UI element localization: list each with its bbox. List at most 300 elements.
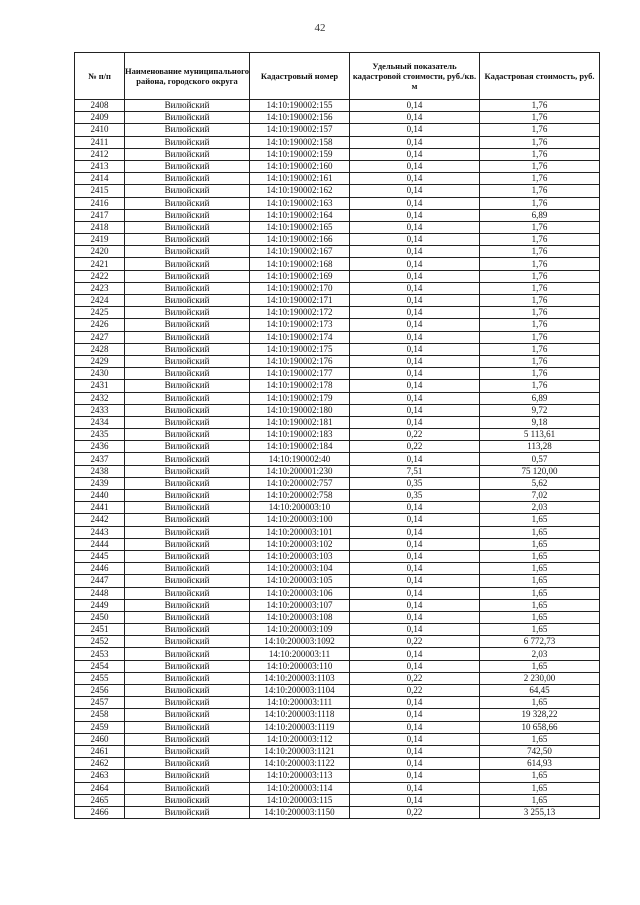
- cell-cadastral-number: 14:10:190002:184: [250, 441, 350, 453]
- cell-unit-value: 0,14: [350, 112, 480, 124]
- header-row-number: № п/п: [75, 53, 125, 100]
- table-row: [75, 209, 600, 221]
- cell-unit-value: 0,14: [350, 392, 480, 404]
- cell-unit-value: 0,14: [350, 624, 480, 636]
- cell-cadastral-value: 1,76: [480, 355, 600, 367]
- cell-cadastral-number: 14:10:190002:159: [250, 148, 350, 160]
- cell-district: Вилюйский: [125, 441, 250, 453]
- cell-cadastral-value: 6,89: [480, 209, 600, 221]
- table-row: [75, 490, 600, 502]
- cell-unit-value: 0,14: [350, 136, 480, 148]
- header-cadastral-number: Кадастровый номер: [250, 53, 350, 100]
- table-row: [75, 100, 600, 112]
- table-row: [75, 331, 600, 343]
- cell-unit-value: 0,14: [350, 258, 480, 270]
- cell-cadastral-value: 10 658,66: [480, 721, 600, 733]
- cell-cadastral-number: 14:10:200003:104: [250, 563, 350, 575]
- table-row: [75, 148, 600, 160]
- cell-unit-value: 0,14: [350, 550, 480, 562]
- cell-cadastral-number: 14:10:190002:158: [250, 136, 350, 148]
- cell-unit-value: 0,14: [350, 234, 480, 246]
- cell-row-number: 2447: [75, 575, 125, 587]
- table-row: [75, 136, 600, 148]
- cell-district: Вилюйский: [125, 721, 250, 733]
- cell-cadastral-value: 1,76: [480, 246, 600, 258]
- cell-cadastral-number: 14:10:200003:107: [250, 599, 350, 611]
- table-row: [75, 794, 600, 806]
- cell-cadastral-value: 3 255,13: [480, 806, 600, 818]
- table-row: [75, 636, 600, 648]
- cell-cadastral-value: 1,65: [480, 599, 600, 611]
- cell-cadastral-number: 14:10:190002:168: [250, 258, 350, 270]
- cell-row-number: 2448: [75, 587, 125, 599]
- cell-unit-value: 0,14: [350, 270, 480, 282]
- cell-row-number: 2439: [75, 477, 125, 489]
- cell-cadastral-value: 1,76: [480, 136, 600, 148]
- cell-district: Вилюйский: [125, 295, 250, 307]
- cell-cadastral-number: 14:10:190002:181: [250, 416, 350, 428]
- cell-row-number: 2423: [75, 282, 125, 294]
- table-row: [75, 624, 600, 636]
- cell-district: Вилюйский: [125, 331, 250, 343]
- cell-cadastral-number: 14:10:200003:111: [250, 697, 350, 709]
- cell-district: Вилюйский: [125, 538, 250, 550]
- cell-district: Вилюйский: [125, 465, 250, 477]
- cell-cadastral-value: 1,76: [480, 368, 600, 380]
- cell-cadastral-value: 2,03: [480, 648, 600, 660]
- cell-cadastral-number: 14:10:190002:177: [250, 368, 350, 380]
- cell-cadastral-number: 14:10:200003:112: [250, 733, 350, 745]
- cell-unit-value: 0,14: [350, 563, 480, 575]
- cell-district: Вилюйский: [125, 794, 250, 806]
- cell-row-number: 2426: [75, 319, 125, 331]
- cell-cadastral-number: 14:10:200003:1104: [250, 685, 350, 697]
- table-row: [75, 441, 600, 453]
- cell-cadastral-value: 5,62: [480, 477, 600, 489]
- cell-cadastral-number: 14:10:200003:10: [250, 502, 350, 514]
- cell-cadastral-number: 14:10:200003:11: [250, 648, 350, 660]
- cell-unit-value: 0,14: [350, 575, 480, 587]
- cell-unit-value: 0,14: [350, 307, 480, 319]
- table-row: [75, 112, 600, 124]
- table-row: [75, 538, 600, 550]
- cell-row-number: 2462: [75, 758, 125, 770]
- cell-cadastral-number: 14:10:190002:164: [250, 209, 350, 221]
- cell-cadastral-value: 1,76: [480, 282, 600, 294]
- cell-row-number: 2418: [75, 221, 125, 233]
- cell-cadastral-value: 1,76: [480, 380, 600, 392]
- cell-district: Вилюйский: [125, 453, 250, 465]
- cell-cadastral-number: 14:10:200003:101: [250, 526, 350, 538]
- cell-unit-value: 0,14: [350, 173, 480, 185]
- table-row: [75, 197, 600, 209]
- table-row: [75, 416, 600, 428]
- cell-cadastral-number: 14:10:190002:173: [250, 319, 350, 331]
- cell-unit-value: 0,14: [350, 416, 480, 428]
- table-header-row: [75, 53, 600, 100]
- cell-cadastral-number: 14:10:190002:162: [250, 185, 350, 197]
- table-row: [75, 709, 600, 721]
- table-row: [75, 258, 600, 270]
- cell-row-number: 2420: [75, 246, 125, 258]
- table-row: [75, 124, 600, 136]
- table-row: [75, 770, 600, 782]
- table-row: [75, 697, 600, 709]
- cell-cadastral-number: 14:10:190002:175: [250, 343, 350, 355]
- cell-district: Вилюйский: [125, 429, 250, 441]
- cell-unit-value: 0,22: [350, 685, 480, 697]
- cell-row-number: 2413: [75, 160, 125, 172]
- table-row: [75, 660, 600, 672]
- cell-cadastral-number: 14:10:200003:1118: [250, 709, 350, 721]
- cell-district: Вилюйский: [125, 136, 250, 148]
- cell-district: Вилюйский: [125, 502, 250, 514]
- cell-district: Вилюйский: [125, 319, 250, 331]
- cell-cadastral-number: 14:10:200003:103: [250, 550, 350, 562]
- cell-cadastral-number: 14:10:190002:161: [250, 173, 350, 185]
- cell-cadastral-value: 1,65: [480, 733, 600, 745]
- cell-district: Вилюйский: [125, 624, 250, 636]
- cell-district: Вилюйский: [125, 745, 250, 757]
- cell-district: Вилюйский: [125, 112, 250, 124]
- cell-row-number: 2408: [75, 100, 125, 112]
- cell-row-number: 2441: [75, 502, 125, 514]
- cell-district: Вилюйский: [125, 806, 250, 818]
- cell-row-number: 2443: [75, 526, 125, 538]
- cell-cadastral-value: 1,65: [480, 575, 600, 587]
- cell-row-number: 2412: [75, 148, 125, 160]
- cell-row-number: 2425: [75, 307, 125, 319]
- table-row: [75, 295, 600, 307]
- cell-cadastral-value: 1,65: [480, 770, 600, 782]
- cell-cadastral-value: 1,76: [480, 307, 600, 319]
- cell-cadastral-number: 14:10:200003:1122: [250, 758, 350, 770]
- cell-unit-value: 0,14: [350, 221, 480, 233]
- cell-district: Вилюйский: [125, 685, 250, 697]
- cell-row-number: 2460: [75, 733, 125, 745]
- cell-row-number: 2450: [75, 611, 125, 623]
- cell-cadastral-number: 14:10:200003:105: [250, 575, 350, 587]
- cell-row-number: 2445: [75, 550, 125, 562]
- cell-unit-value: 7,51: [350, 465, 480, 477]
- table-row: [75, 270, 600, 282]
- cell-row-number: 2431: [75, 380, 125, 392]
- cell-district: Вилюйский: [125, 209, 250, 221]
- cell-cadastral-number: 14:10:190002:163: [250, 197, 350, 209]
- cell-row-number: 2442: [75, 514, 125, 526]
- cell-cadastral-value: 1,76: [480, 331, 600, 343]
- cell-cadastral-value: 19 328,22: [480, 709, 600, 721]
- cell-district: Вилюйский: [125, 672, 250, 684]
- page-number: 42: [314, 22, 326, 34]
- cell-row-number: 2454: [75, 660, 125, 672]
- table-header: [75, 53, 600, 100]
- cell-row-number: 2436: [75, 441, 125, 453]
- cell-cadastral-value: 1,76: [480, 343, 600, 355]
- cell-district: Вилюйский: [125, 246, 250, 258]
- cell-row-number: 2458: [75, 709, 125, 721]
- cell-unit-value: 0,14: [350, 319, 480, 331]
- table-row: [75, 160, 600, 172]
- table-row: [75, 648, 600, 660]
- cell-row-number: 2427: [75, 331, 125, 343]
- cell-district: Вилюйский: [125, 368, 250, 380]
- header-district: Наименование муниципального района, городского округа: [125, 53, 250, 100]
- cell-district: Вилюйский: [125, 697, 250, 709]
- cell-district: Вилюйский: [125, 197, 250, 209]
- cell-cadastral-number: 14:10:200003:106: [250, 587, 350, 599]
- cell-row-number: 2432: [75, 392, 125, 404]
- header-cadastral-value: Кадастровая стоимость, руб.: [480, 53, 600, 100]
- table-body: [75, 100, 600, 819]
- cell-row-number: 2433: [75, 404, 125, 416]
- cell-unit-value: 0,14: [350, 514, 480, 526]
- cell-row-number: 2456: [75, 685, 125, 697]
- cell-unit-value: 0,14: [350, 782, 480, 794]
- cell-row-number: 2455: [75, 672, 125, 684]
- table-row: [75, 782, 600, 794]
- cell-cadastral-value: 1,65: [480, 782, 600, 794]
- table-row: [75, 599, 600, 611]
- cell-cadastral-value: 1,65: [480, 526, 600, 538]
- cell-cadastral-number: 14:10:200003:113: [250, 770, 350, 782]
- cell-unit-value: 0,14: [350, 368, 480, 380]
- cell-cadastral-value: 1,65: [480, 563, 600, 575]
- cell-unit-value: 0,35: [350, 477, 480, 489]
- cell-cadastral-number: 14:10:190002:174: [250, 331, 350, 343]
- cell-row-number: 2411: [75, 136, 125, 148]
- cell-row-number: 2428: [75, 343, 125, 355]
- cell-district: Вилюйский: [125, 307, 250, 319]
- cell-cadastral-number: 14:10:200003:102: [250, 538, 350, 550]
- cell-cadastral-number: 14:10:200003:109: [250, 624, 350, 636]
- cell-row-number: 2452: [75, 636, 125, 648]
- table-row: [75, 672, 600, 684]
- cell-cadastral-value: 1,65: [480, 538, 600, 550]
- cell-cadastral-number: 14:10:200002:758: [250, 490, 350, 502]
- cell-row-number: 2414: [75, 173, 125, 185]
- cell-cadastral-value: 2,03: [480, 502, 600, 514]
- cell-row-number: 2430: [75, 368, 125, 380]
- cell-row-number: 2457: [75, 697, 125, 709]
- cell-district: Вилюйский: [125, 636, 250, 648]
- cell-cadastral-value: 1,76: [480, 258, 600, 270]
- cell-unit-value: 0,14: [350, 331, 480, 343]
- cell-district: Вилюйский: [125, 404, 250, 416]
- table-row: [75, 380, 600, 392]
- table-row: [75, 806, 600, 818]
- cell-unit-value: 0,14: [350, 160, 480, 172]
- cell-unit-value: 0,14: [350, 721, 480, 733]
- cell-unit-value: 0,14: [350, 282, 480, 294]
- cell-row-number: 2434: [75, 416, 125, 428]
- cell-unit-value: 0,14: [350, 526, 480, 538]
- cell-row-number: 2451: [75, 624, 125, 636]
- cell-row-number: 2435: [75, 429, 125, 441]
- cell-row-number: 2444: [75, 538, 125, 550]
- cell-cadastral-value: 1,76: [480, 112, 600, 124]
- cell-row-number: 2416: [75, 197, 125, 209]
- cell-cadastral-number: 14:10:200003:115: [250, 794, 350, 806]
- table-row: [75, 611, 600, 623]
- cell-row-number: 2453: [75, 648, 125, 660]
- cell-cadastral-number: 14:10:190002:40: [250, 453, 350, 465]
- cell-unit-value: 0,14: [350, 380, 480, 392]
- cell-district: Вилюйский: [125, 148, 250, 160]
- cell-unit-value: 0,14: [350, 697, 480, 709]
- cell-unit-value: 0,14: [350, 794, 480, 806]
- cell-row-number: 2440: [75, 490, 125, 502]
- cell-cadastral-value: 7,02: [480, 490, 600, 502]
- cell-unit-value: 0,14: [350, 100, 480, 112]
- cell-cadastral-value: 1,76: [480, 173, 600, 185]
- cell-district: Вилюйский: [125, 282, 250, 294]
- cell-cadastral-value: 1,65: [480, 624, 600, 636]
- cell-unit-value: 0,22: [350, 636, 480, 648]
- cell-row-number: 2438: [75, 465, 125, 477]
- cell-unit-value: 0,14: [350, 733, 480, 745]
- cell-district: Вилюйский: [125, 234, 250, 246]
- cell-unit-value: 0,14: [350, 745, 480, 757]
- table-row: [75, 733, 600, 745]
- cell-cadastral-number: 14:10:190002:156: [250, 112, 350, 124]
- cell-district: Вилюйский: [125, 611, 250, 623]
- cell-district: Вилюйский: [125, 477, 250, 489]
- cell-unit-value: 0,14: [350, 246, 480, 258]
- table-row: [75, 307, 600, 319]
- table-row: [75, 685, 600, 697]
- cell-cadastral-number: 14:10:200002:757: [250, 477, 350, 489]
- cell-district: Вилюйский: [125, 660, 250, 672]
- table-row: [75, 234, 600, 246]
- table-row: [75, 721, 600, 733]
- cell-cadastral-number: 14:10:200003:108: [250, 611, 350, 623]
- cell-district: Вилюйский: [125, 221, 250, 233]
- cell-cadastral-value: 1,76: [480, 148, 600, 160]
- cell-cadastral-number: 14:10:200003:1119: [250, 721, 350, 733]
- cell-cadastral-number: 14:10:190002:178: [250, 380, 350, 392]
- cell-cadastral-value: 1,65: [480, 660, 600, 672]
- cell-unit-value: 0,14: [350, 770, 480, 782]
- cell-unit-value: 0,14: [350, 758, 480, 770]
- cell-district: Вилюйский: [125, 355, 250, 367]
- cell-district: Вилюйский: [125, 575, 250, 587]
- cell-unit-value: 0,14: [350, 209, 480, 221]
- cell-row-number: 2410: [75, 124, 125, 136]
- cell-cadastral-number: 14:10:190002:183: [250, 429, 350, 441]
- cell-unit-value: 0,14: [350, 587, 480, 599]
- cell-unit-value: 0,22: [350, 441, 480, 453]
- cell-district: Вилюйский: [125, 526, 250, 538]
- cell-cadastral-value: 1,65: [480, 514, 600, 526]
- cell-district: Вилюйский: [125, 416, 250, 428]
- cell-row-number: 2463: [75, 770, 125, 782]
- cell-cadastral-number: 14:10:190002:169: [250, 270, 350, 282]
- cell-district: Вилюйский: [125, 648, 250, 660]
- cell-row-number: 2446: [75, 563, 125, 575]
- table-row: [75, 465, 600, 477]
- table-row: [75, 392, 600, 404]
- cell-cadastral-value: 1,76: [480, 100, 600, 112]
- cell-district: Вилюйский: [125, 124, 250, 136]
- cell-unit-value: 0,14: [350, 502, 480, 514]
- table-row: [75, 355, 600, 367]
- cell-unit-value: 0,35: [350, 490, 480, 502]
- cell-row-number: 2429: [75, 355, 125, 367]
- table-row: [75, 563, 600, 575]
- cell-cadastral-value: 5 113,61: [480, 429, 600, 441]
- cell-row-number: 2449: [75, 599, 125, 611]
- cell-cadastral-value: 1,65: [480, 611, 600, 623]
- cell-cadastral-value: 1,76: [480, 319, 600, 331]
- cell-cadastral-value: 9,18: [480, 416, 600, 428]
- cell-unit-value: 0,14: [350, 453, 480, 465]
- cell-cadastral-value: 1,76: [480, 295, 600, 307]
- cell-cadastral-number: 14:10:200003:114: [250, 782, 350, 794]
- cell-row-number: 2437: [75, 453, 125, 465]
- cell-unit-value: 0,22: [350, 429, 480, 441]
- cell-cadastral-value: 6 772,73: [480, 636, 600, 648]
- cell-row-number: 2464: [75, 782, 125, 794]
- cell-cadastral-number: 14:10:190002:160: [250, 160, 350, 172]
- cell-district: Вилюйский: [125, 599, 250, 611]
- table-row: [75, 477, 600, 489]
- table-row: [75, 368, 600, 380]
- cell-district: Вилюйский: [125, 758, 250, 770]
- cell-district: Вилюйский: [125, 770, 250, 782]
- table-row: [75, 526, 600, 538]
- cell-cadastral-value: 113,28: [480, 441, 600, 453]
- cell-cadastral-number: 14:10:200003:110: [250, 660, 350, 672]
- cell-cadastral-number: 14:10:200003:1092: [250, 636, 350, 648]
- cell-district: Вилюйский: [125, 587, 250, 599]
- cell-cadastral-number: 14:10:200003:1150: [250, 806, 350, 818]
- cell-cadastral-value: 1,76: [480, 185, 600, 197]
- cell-cadastral-value: 2 230,00: [480, 672, 600, 684]
- cell-row-number: 2415: [75, 185, 125, 197]
- cell-unit-value: 0,14: [350, 648, 480, 660]
- cell-unit-value: 0,14: [350, 124, 480, 136]
- cell-district: Вилюйский: [125, 258, 250, 270]
- cell-cadastral-number: 14:10:190002:180: [250, 404, 350, 416]
- cell-row-number: 2409: [75, 112, 125, 124]
- cell-row-number: 2417: [75, 209, 125, 221]
- cell-cadastral-value: 64,45: [480, 685, 600, 697]
- cadastral-value-table: [74, 52, 600, 819]
- cell-unit-value: 0,14: [350, 343, 480, 355]
- table-row: [75, 404, 600, 416]
- table-row: [75, 575, 600, 587]
- cell-cadastral-value: 6,89: [480, 392, 600, 404]
- cell-cadastral-number: 14:10:190002:166: [250, 234, 350, 246]
- cell-district: Вилюйский: [125, 160, 250, 172]
- table-row: [75, 453, 600, 465]
- table-row: [75, 173, 600, 185]
- cell-cadastral-value: 742,50: [480, 745, 600, 757]
- cell-district: Вилюйский: [125, 380, 250, 392]
- cell-unit-value: 0,14: [350, 295, 480, 307]
- cell-row-number: 2419: [75, 234, 125, 246]
- table-row: [75, 502, 600, 514]
- cell-row-number: 2422: [75, 270, 125, 282]
- cell-unit-value: 0,14: [350, 611, 480, 623]
- cell-cadastral-number: 14:10:190002:157: [250, 124, 350, 136]
- header-unit-value: Удельный показатель кадастровой стоимости, руб./кв. м: [350, 53, 480, 100]
- cell-row-number: 2421: [75, 258, 125, 270]
- cell-unit-value: 0,14: [350, 599, 480, 611]
- cell-cadastral-value: 1,76: [480, 234, 600, 246]
- cell-cadastral-number: 14:10:200003:1103: [250, 672, 350, 684]
